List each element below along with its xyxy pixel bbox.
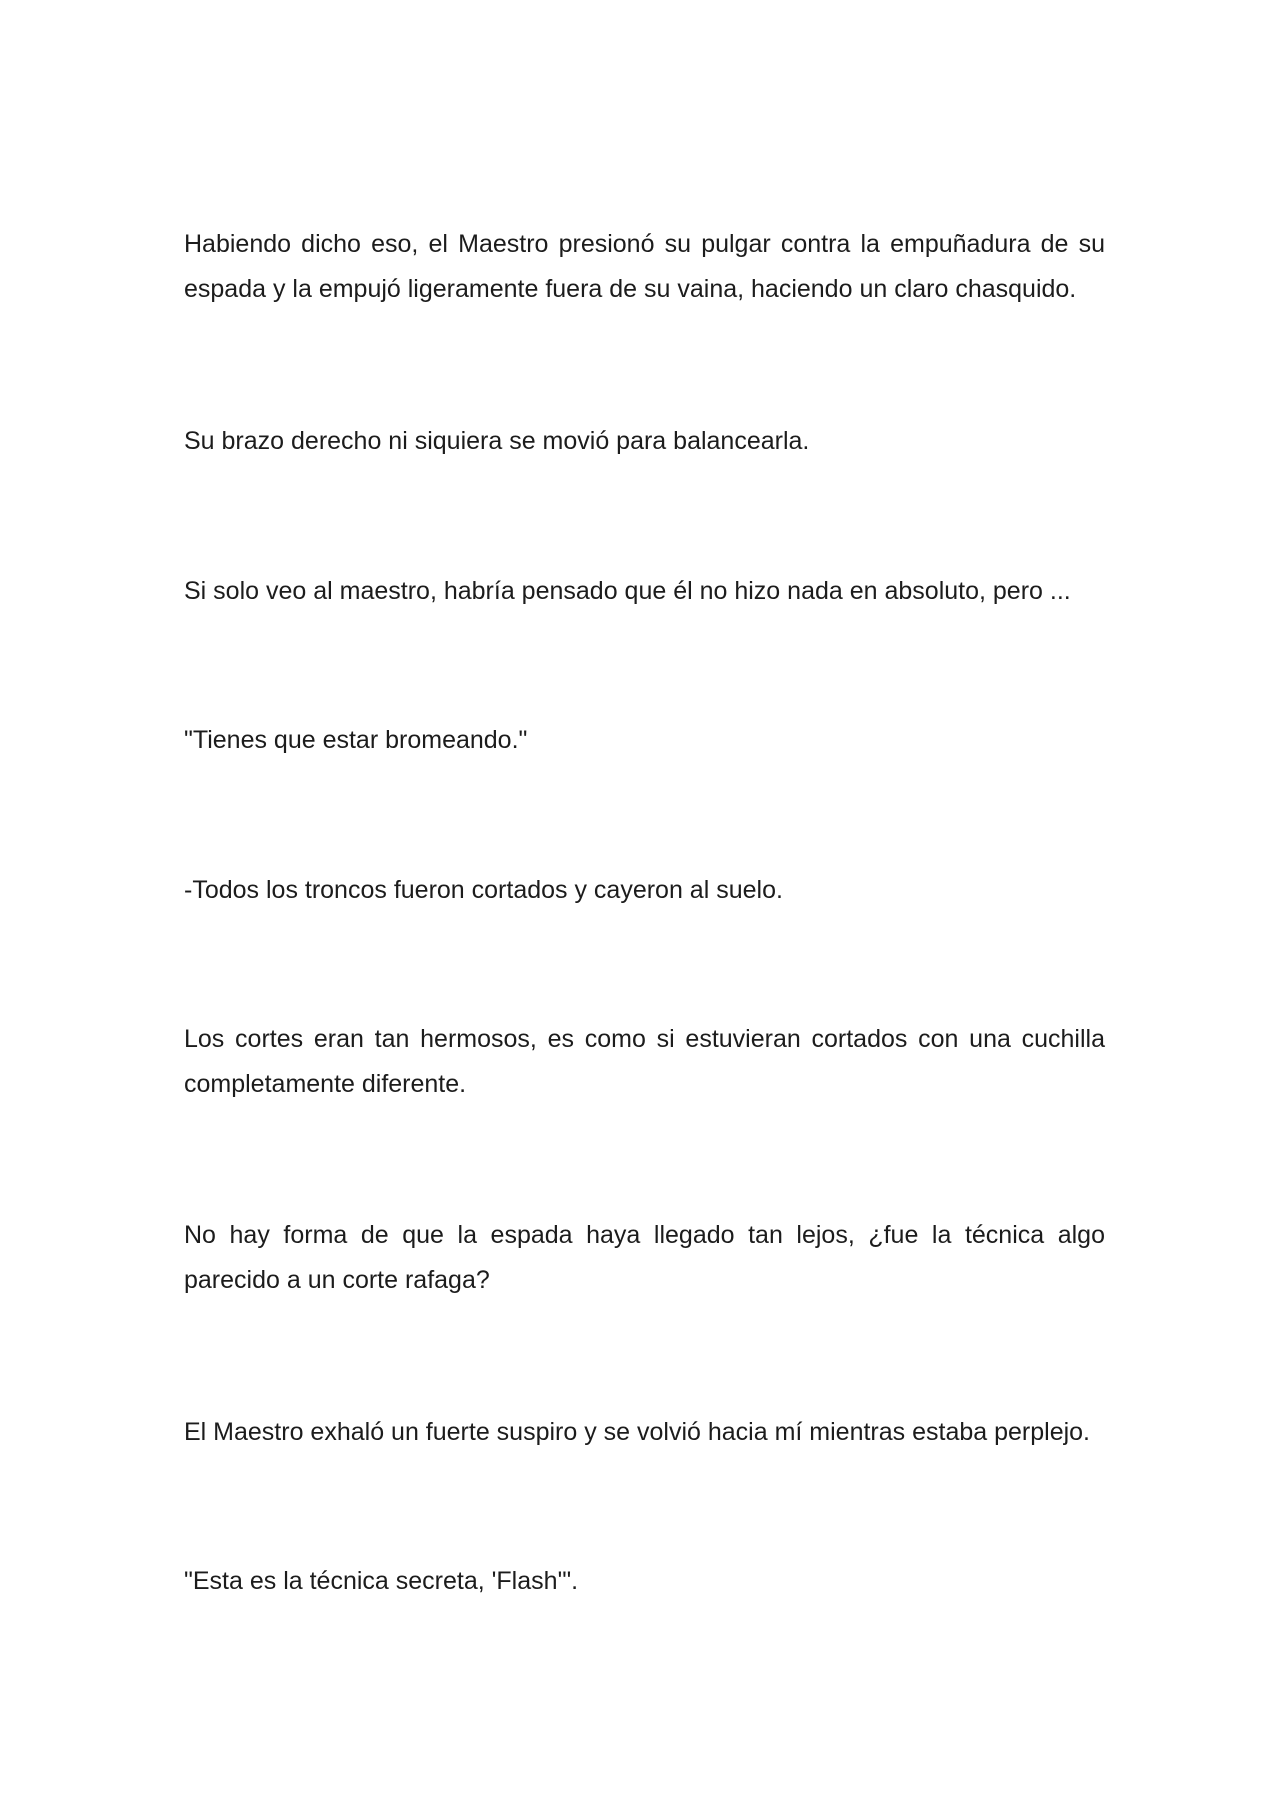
paragraph-4: "Tienes que estar bromeando.": [184, 726, 528, 754]
paragraph-6: Los cortes eran tan hermosos, es como si estuvieran cortados con una cuchilla completamente diferente.: [184, 1025, 1105, 1098]
paragraph-3: Si solo veo al maestro, habría pensado que él no hizo nada en absoluto, pero ...: [184, 577, 1071, 605]
paragraph-5: -Todos los troncos fueron cortados y cayeron al suelo.: [184, 876, 783, 904]
paragraph-7: No hay forma de que la espada haya llegado tan lejos, ¿fue la técnica algo parecido a un corte rafaga?: [184, 1221, 1105, 1294]
paragraph-2: Su brazo derecho ni siquiera se movió para balancearla.: [184, 427, 810, 455]
paragraph-8: El Maestro exhaló un fuerte suspiro y se volvió hacia mí mientras estaba perplejo.: [184, 1418, 1091, 1446]
paragraph-1: Habiendo dicho eso, el Maestro presionó su pulgar contra la empuñadura de su espada y la empujó ligeramente fuera de su vaina, haciendo un claro chasquido.: [184, 230, 1105, 303]
paragraph-9: "Esta es la técnica secreta, 'Flash'".: [184, 1567, 579, 1595]
